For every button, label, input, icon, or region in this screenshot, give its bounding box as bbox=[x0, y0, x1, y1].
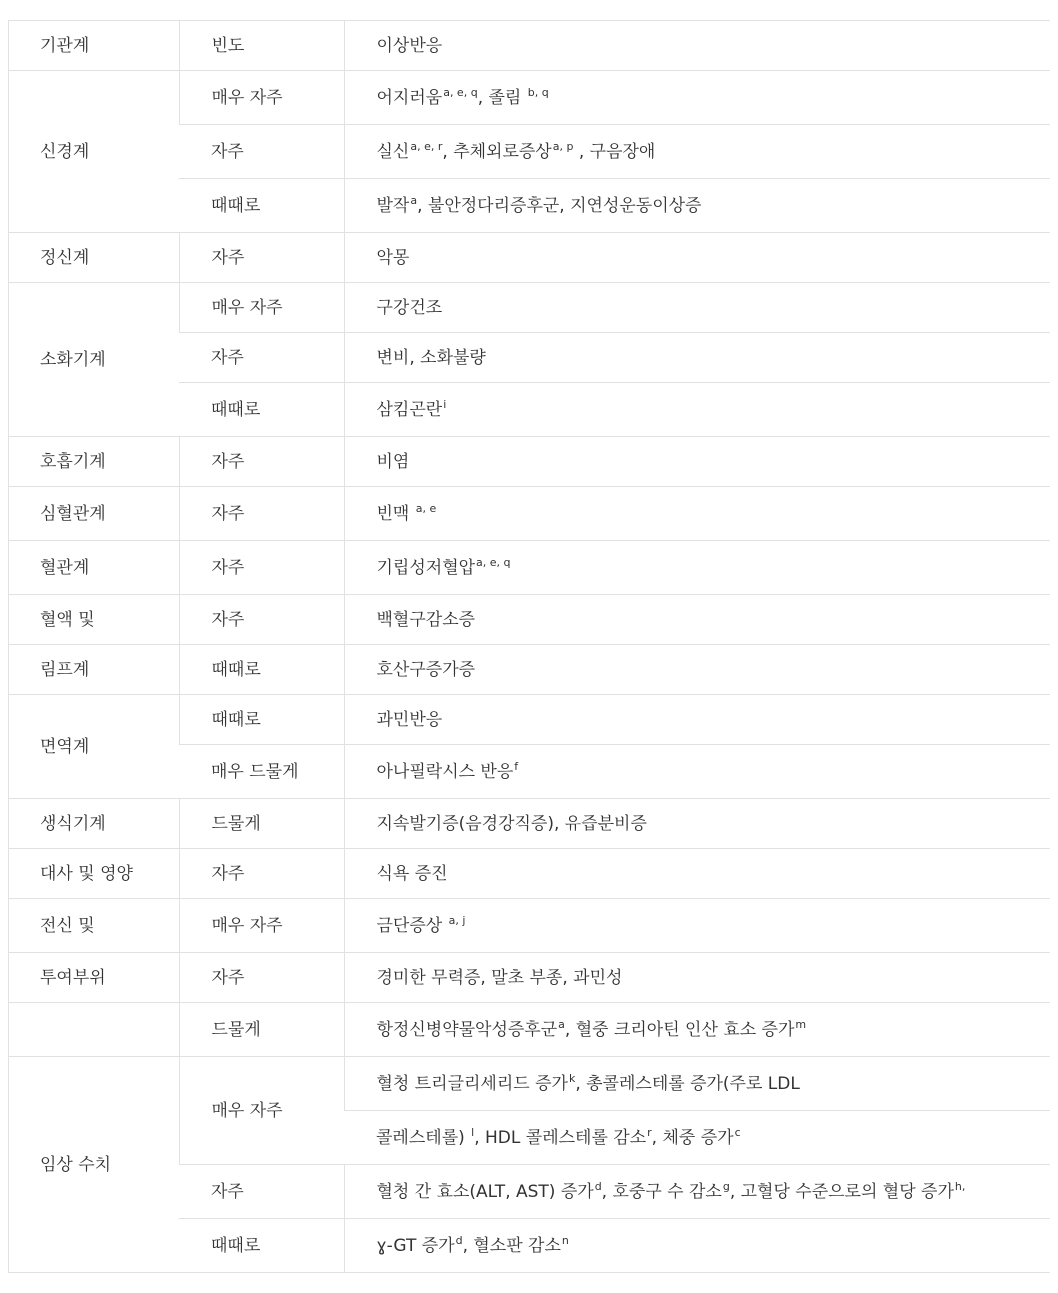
reaction-text: 실신 bbox=[376, 141, 410, 162]
reaction-cell bbox=[344, 233, 1050, 283]
reaction-text: , 구음장애 bbox=[573, 141, 656, 162]
reaction-cell bbox=[344, 437, 1050, 487]
frequency-cell: 드물게 bbox=[179, 799, 344, 849]
reaction-text: 금단증상 bbox=[376, 915, 448, 936]
table-row bbox=[8, 1057, 1050, 1111]
footnote-marker: f bbox=[514, 759, 519, 773]
reaction-cell bbox=[344, 71, 1050, 125]
reaction-text: 아나필락시스 반응 bbox=[376, 761, 514, 782]
reaction-cell bbox=[344, 1057, 1050, 1111]
reaction-text: 발작 bbox=[376, 195, 410, 216]
reaction-cell bbox=[344, 799, 1050, 849]
reaction-cell bbox=[344, 849, 1050, 899]
table-row bbox=[8, 695, 1050, 745]
reaction-text: , HDL 콜레스테롤 감소 bbox=[474, 1127, 647, 1148]
frequency-cell: 자주 bbox=[179, 233, 344, 283]
frequency-cell: 자주 bbox=[179, 333, 344, 383]
frequency-cell: 자주 bbox=[179, 541, 344, 595]
footnote-marker: a, j bbox=[448, 913, 466, 927]
reaction-text: 혈청 트리글리세리드 증가 bbox=[376, 1073, 568, 1094]
footnote-marker: m bbox=[795, 1017, 807, 1031]
frequency-cell: 때때로 bbox=[179, 383, 344, 437]
reaction-text: 구강건조 bbox=[376, 297, 443, 318]
reaction-cell bbox=[344, 125, 1050, 179]
footnote-marker: a bbox=[410, 193, 418, 207]
reaction-text: 백혈구감소증 bbox=[376, 609, 476, 630]
organ-system-cell: 투여부위 bbox=[8, 953, 179, 1003]
reaction-text: , 총콜레스테롤 증가(주로 LDL bbox=[575, 1073, 800, 1094]
reaction-cell bbox=[344, 899, 1050, 953]
reaction-text: , 추체외로증상 bbox=[442, 141, 552, 162]
frequency-cell: 매우 자주 bbox=[179, 71, 344, 125]
frequency-cell: 자주 bbox=[179, 595, 344, 645]
reaction-cell bbox=[344, 1003, 1050, 1057]
reaction-cell bbox=[344, 1219, 1050, 1273]
reaction-cell bbox=[344, 595, 1050, 645]
reaction-cell bbox=[344, 541, 1050, 595]
frequency-cell: 자주 bbox=[179, 487, 344, 541]
table-row bbox=[8, 1003, 1050, 1057]
reaction-text: , 호중구 수 감소 bbox=[601, 1181, 722, 1202]
reaction-text: , 체중 증가 bbox=[651, 1127, 734, 1148]
footnote-marker: d bbox=[455, 1233, 463, 1247]
frequency-cell: 자주 bbox=[179, 953, 344, 1003]
footnote-marker: c bbox=[734, 1125, 741, 1139]
reaction-cell bbox=[344, 487, 1050, 541]
organ-system-cell: 면역계 bbox=[8, 695, 179, 799]
table-row bbox=[8, 437, 1050, 487]
organ-system-cell: 호흡기계 bbox=[8, 437, 179, 487]
footnote-marker: d bbox=[594, 1179, 602, 1193]
reaction-text: 빈맥 bbox=[376, 503, 415, 524]
reaction-cell bbox=[344, 1165, 1050, 1219]
footnote-marker: b, q bbox=[527, 85, 549, 99]
adverse-reactions-table bbox=[8, 20, 1050, 1273]
footnote-marker: r bbox=[647, 1125, 652, 1139]
table-row bbox=[8, 595, 1050, 645]
frequency-cell: 자주 bbox=[179, 437, 344, 487]
table-row bbox=[8, 541, 1050, 595]
reaction-text: 삼킴곤란 bbox=[376, 399, 443, 420]
reaction-text: ɣ-GT 증가 bbox=[376, 1235, 455, 1256]
table-row bbox=[8, 233, 1050, 283]
frequency-cell: 자주 bbox=[179, 849, 344, 899]
header-reaction: 이상반응 bbox=[344, 21, 1050, 71]
footnote-marker: a, e bbox=[415, 501, 437, 515]
organ-system-cell: 혈액 및 bbox=[8, 595, 179, 645]
table-row bbox=[8, 849, 1050, 899]
reaction-text: 항정신병약물악성증후군 bbox=[376, 1019, 558, 1040]
reaction-cell bbox=[344, 383, 1050, 437]
reaction-text: 비염 bbox=[376, 451, 410, 472]
reaction-text: , 혈소판 감소 bbox=[462, 1235, 561, 1256]
frequency-cell: 매우 자주 bbox=[179, 899, 344, 953]
header-row bbox=[8, 21, 1050, 71]
organ-system-cell: 혈관계 bbox=[8, 541, 179, 595]
header-frequency: 빈도 bbox=[179, 21, 344, 71]
table-body bbox=[8, 21, 1050, 1273]
organ-system-cell: 임상 수치 bbox=[8, 1057, 179, 1273]
reaction-text: 식욕 증진 bbox=[376, 863, 448, 884]
footnote-marker: a, p bbox=[552, 139, 574, 153]
frequency-cell: 매우 자주 bbox=[179, 1057, 344, 1165]
organ-system-cell: 대사 및 영양 bbox=[8, 849, 179, 899]
reaction-cell bbox=[344, 953, 1050, 1003]
table-row bbox=[8, 487, 1050, 541]
table-left-border bbox=[8, 20, 9, 1273]
reaction-text: 호산구증가증 bbox=[376, 659, 476, 680]
frequency-cell: 때때로 bbox=[179, 179, 344, 233]
footnote-marker: a, e, q bbox=[476, 555, 511, 569]
footnote-marker: a bbox=[558, 1017, 565, 1031]
reaction-text: 과민반응 bbox=[376, 709, 443, 730]
footnote-marker: g bbox=[722, 1179, 730, 1193]
organ-system-cell: 전신 및 bbox=[8, 899, 179, 953]
table-row bbox=[8, 899, 1050, 953]
reaction-cell bbox=[344, 283, 1050, 333]
header-system: 기관계 bbox=[8, 21, 179, 71]
organ-system-cell: 정신계 bbox=[8, 233, 179, 283]
organ-system-cell: 소화기계 bbox=[8, 283, 179, 437]
organ-system-cell: 신경계 bbox=[8, 71, 179, 233]
frequency-cell: 자주 bbox=[179, 1165, 344, 1219]
reaction-text: 어지러움 bbox=[376, 87, 443, 108]
footnote-marker: a, e, q bbox=[443, 85, 478, 99]
reaction-cell bbox=[344, 333, 1050, 383]
table-row bbox=[8, 799, 1050, 849]
reaction-text: , 졸림 bbox=[477, 87, 527, 108]
table-row bbox=[8, 283, 1050, 333]
footnote-marker: n bbox=[561, 1233, 569, 1247]
reaction-cell bbox=[344, 1111, 1050, 1165]
reaction-cell bbox=[344, 745, 1050, 799]
reaction-text: 지속발기증(음경강직증), 유즙분비증 bbox=[376, 813, 647, 834]
organ-system-cell bbox=[8, 1003, 179, 1057]
reaction-text: , 고혈당 수준으로의 혈당 증가 bbox=[729, 1181, 954, 1202]
frequency-cell: 때때로 bbox=[179, 645, 344, 695]
table-row bbox=[8, 71, 1050, 125]
reaction-text: 콜레스테롤) bbox=[376, 1127, 471, 1148]
table-row bbox=[8, 953, 1050, 1003]
reaction-cell bbox=[344, 645, 1050, 695]
footnote-marker: a, e, r bbox=[410, 139, 443, 153]
table-row bbox=[8, 645, 1050, 695]
reaction-text: 혈청 간 효소(ALT, AST) 증가 bbox=[376, 1181, 594, 1202]
organ-system-cell: 림프계 bbox=[8, 645, 179, 695]
reaction-text: 기립성저혈압 bbox=[376, 557, 476, 578]
footnote-marker: k bbox=[568, 1071, 576, 1085]
frequency-cell: 자주 bbox=[179, 125, 344, 179]
reaction-text: , 불안정다리증후군, 지연성운동이상증 bbox=[417, 195, 702, 216]
reaction-cell bbox=[344, 179, 1050, 233]
organ-system-cell: 심혈관계 bbox=[8, 487, 179, 541]
organ-system-cell: 생식기계 bbox=[8, 799, 179, 849]
footnote-marker: h, bbox=[954, 1179, 966, 1193]
frequency-cell: 매우 자주 bbox=[179, 283, 344, 333]
reaction-text: 변비, 소화불량 bbox=[376, 347, 486, 368]
reaction-text: 악몽 bbox=[376, 247, 410, 268]
frequency-cell: 드물게 bbox=[179, 1003, 344, 1057]
reaction-cell bbox=[344, 695, 1050, 745]
frequency-cell: 때때로 bbox=[179, 1219, 344, 1273]
footnote-marker: i bbox=[443, 397, 447, 411]
frequency-cell: 매우 드물게 bbox=[179, 745, 344, 799]
reaction-text: , 혈중 크리아틴 인산 효소 증가 bbox=[564, 1019, 795, 1040]
footnote-marker: l bbox=[471, 1125, 475, 1139]
frequency-cell: 때때로 bbox=[179, 695, 344, 745]
reaction-text: 경미한 무력증, 말초 부종, 과민성 bbox=[376, 967, 623, 988]
